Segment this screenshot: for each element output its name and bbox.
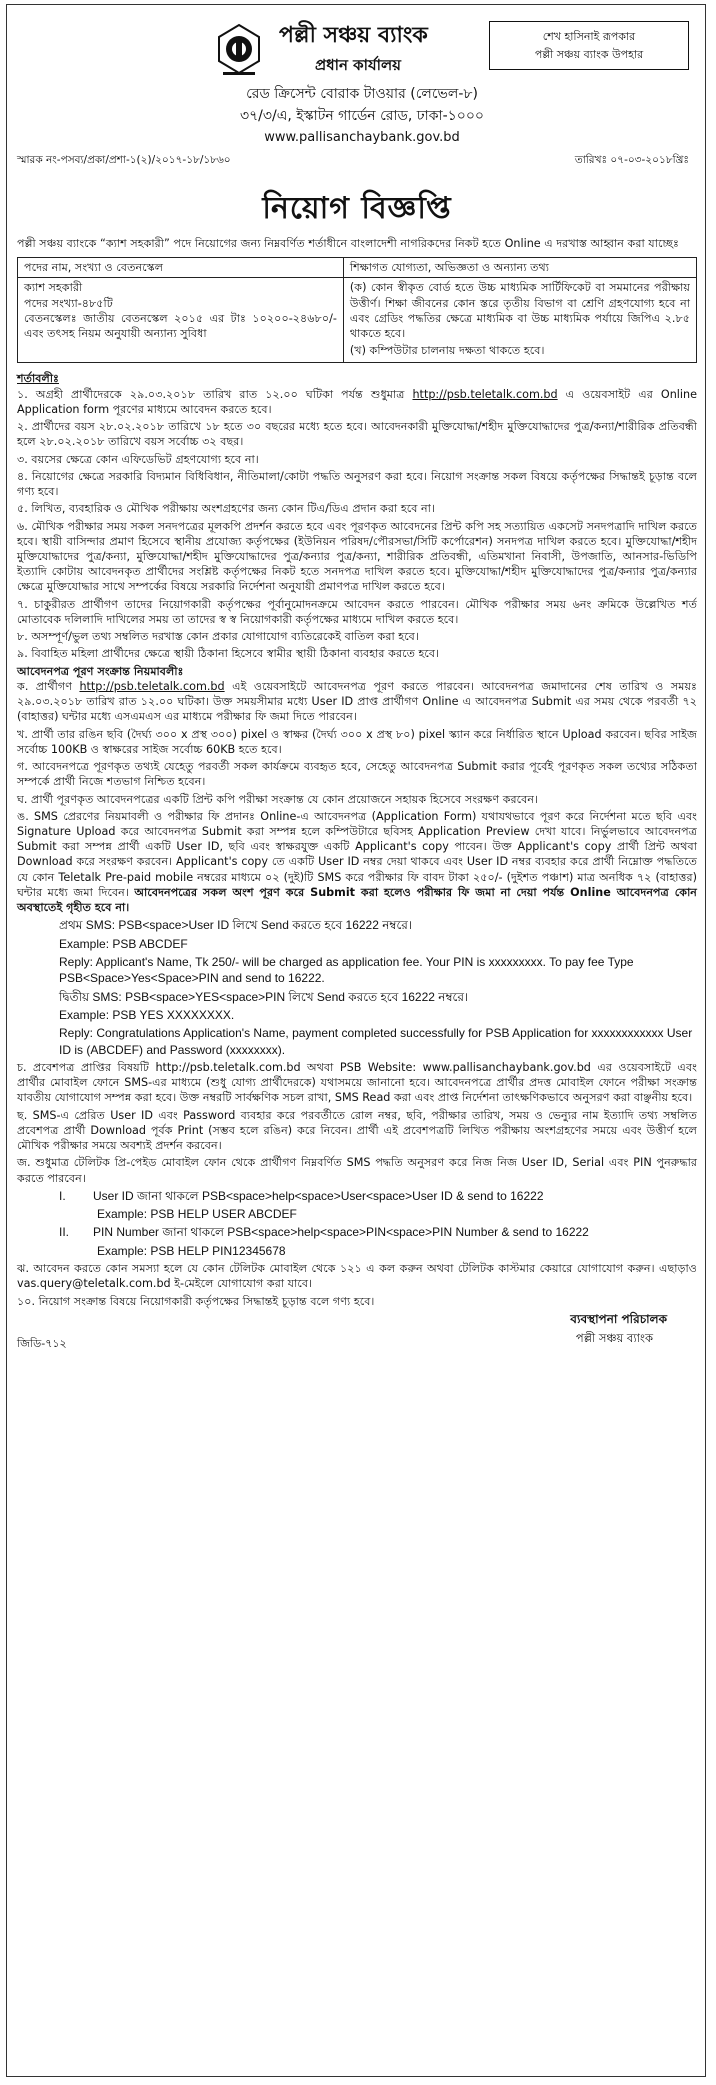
- signature-block: [17, 1311, 697, 1355]
- memo-number: স্মারক নং-পসব্য/প্রকা/প্রশা-১(২)/২০১৭-১৮/১৮৬০: [17, 154, 231, 166]
- recovery-pin-example: Example: PSB HELP PIN12345678: [97, 1243, 286, 1258]
- post-name: ক্যাশ সহকারী: [24, 281, 83, 295]
- sms-first-example: Example: PSB ABCDEF: [59, 936, 188, 951]
- fee-warning: আবেদনপত্রের সকল অংশ পূরণ করে Submit করা হলেও পরীক্ষার ফি জমা না দেয়া পর্যন্ত Online আবেদনপত্র কোন অবস্থাতেই গৃহীত হবে না।: [17, 885, 697, 915]
- intro-paragraph: পল্লী সঞ্চয় ব্যাংকে “ক্যাশ সহকারী” পদে নিয়োগের জন্য নিম্নবর্ণিত শর্তাধীনে বাংলাদেশী নাগরিকদের নিকট হতে Online এ দরখাস্ত আহ্বান করা যাচ্ছেঃ: [17, 236, 680, 250]
- col-qualification-header: শিক্ষাগত যোগ্যতা, অভিজ্ঞতা ও অন্যান্য তথ্য: [343, 258, 696, 278]
- table-header-row: [18, 258, 697, 278]
- post-count: পদের সংখ্যা-৪৮৫টি: [24, 296, 113, 310]
- signatory-bank: পল্লী সঞ্চয় ব্যাংক: [575, 1330, 653, 1345]
- table-row: [18, 278, 697, 363]
- post-cell: [18, 278, 344, 363]
- rule-ja: জ. শুধুমাত্র টেলিটক প্রি-পেইড মোবাইল ফোন থেকে প্রার্থীগণ নিম্নবর্ণিত SMS পদ্ধতি অনুসরণ করে নিজ নিজ User ID, Serial এবং PIN পুনরুদ্ধার করতে পারবেন।: [17, 1156, 697, 1185]
- sms-first-reply: Reply: Applicant's Name, Tk 250/- will be charged as application fee. Your PIN is xxxxxxxxx. To pay fee Type PSB<Space>Yes<Space>PIN and send to 16222.: [59, 955, 634, 986]
- signatory-title: ব্যবস্থাপনা পরিচালক: [570, 1311, 667, 1326]
- condition-3: ৩. বয়সের ক্ষেত্রে কোন এফিডেভিট গ্রহণযোগ্য হবে না।: [17, 452, 259, 466]
- condition-1: ১. অগ্রহী প্রার্থীদেরকে ২৯.০৩.২০১৮ তারিখ রাত ১২.০০ ঘটিকা পর্যন্ত শুধুমাত্র http://psb.teletalk.com.bd এ ওয়েবসাইট এর Online Application form পূরণের মাধ্যমে আবেদন করতে হবে।: [17, 387, 697, 416]
- qualification-cell: [343, 278, 696, 363]
- address-line-2: ৩৭/৩/এ, ইস্কাটন গার্ডেন রোড, ঢাকা-১০০০: [239, 108, 485, 124]
- condition-4: ৪. নিয়োগের ক্ষেত্রে সরকারি বিদ্যমান বিধিবিধান, নীতিমালা/কোটা পদ্ধতি অনুসরণ করা হবে। নিয়োগ সংক্রান্ত সকল বিষয়ে কর্তৃপক্ষের সিদ্ধান্তই চূড়ান্ত বলে গণ্য হবে।: [17, 469, 697, 499]
- qualification-ka: (ক) কোন স্বীকৃত বোর্ড হতে উচ্চ মাধ্যমিক সার্টিফিকেট বা সমমানের পরীক্ষায় উত্তীর্ণ। শিক্ষা জীবনের কোন স্তরে তৃতীয় বিভাগ বা শ্রেণি গ্রহণযোগ্য হবে না এবং গ্রেডিং পদ্ধতির ক্ষেত্রে মাধ্যমিক বা উচ্চ মাধ্যমিক পর্যায়ে জিপিএ ২.৮৫ থাকতে হবে।: [349, 281, 690, 340]
- post-details-table: [17, 257, 697, 363]
- sms-first: প্রথম SMS: PSB<space>User ID লিখে Send করতে হবে 16222 নম্বরে।: [59, 918, 413, 933]
- condition-9: ৯. বিবাহিত মহিলা প্রার্থীদের ক্ষেত্রে স্থায়ী ঠিকানা হিসেবে স্বামীর স্থায়ী ঠিকানা ব্যবহার করতে হবে।: [17, 647, 440, 661]
- gd-code: জিডি-৭১২: [17, 1336, 67, 1350]
- gift-line-1: শেখ হাসিনাই রূপকার: [542, 30, 636, 43]
- notice-date: তারিখঃ ০৭-০৩-২০১৮খ্রিঃ: [574, 154, 689, 166]
- gift-line-2: পল্লী সঞ্চয় ব্যাংক উপহার: [534, 47, 644, 61]
- website-text: www.pallisanchaybank.gov.bd: [264, 130, 460, 145]
- condition-10: ১০. নিয়োগ সংক্রান্ত বিষয়ে নিয়োগকারী কর্তৃপক্ষের সিদ্ধান্তই চূড়ান্ত বলে গণ্য হবে।: [17, 1294, 375, 1308]
- rules-heading: আবেদনপত্র পূরণ সংক্রান্ত নিয়মাবলীঃ: [17, 664, 184, 678]
- teletalk-link[interactable]: http://psb.teletalk.com.bd: [412, 387, 558, 401]
- recovery-user-id-example: Example: PSB HELP USER ABCDEF: [97, 1207, 297, 1222]
- rule-uma: ঙ. SMS প্রেরণের নিয়মাবলী ও পরীক্ষার ফি প্রদানঃ Online-এ আবেদনপত্র (Application Form) যথাযথভাবে পূরণ করে নির্দেশনা মতে ছবি এবং Signature Upload করে আবেদনপত্র Submit করা সম্পন্ন হলে কম্পিউটারে ছবিসহ Application Preview দেখা যাবে। নির্ভুলভাবে আবেদনপত্র Submit করা সম্পন্ন প্রার্থী একটি User ID, ছবি এবং স্বাক্ষরযুক্ত একটি Applicant's copy পাবেন। উক্ত Applicant's copy প্রার্থী প্রিন্ট অথবা Download করে সংরক্ষণ করবেন। Applicant's copy তে একটি User ID নম্বর দেয়া থাকবে এবং User ID নম্বর ব্যবহার করে প্রার্থী নিম্নোক্ত পদ্ধতিতে যে কোন Teletalk Pre-paid mobile নম্বরের মাধ্যমে ০২ (দুই)টি SMS করে পরীক্ষার ফি বাবদ টাকা ২৫০/- (দুইশত পঞ্চাশ) মাত্র অনধিক ৭২ (বাহাত্তর) ঘন্টার মধ্যে জমা দিবেন। আবেদনপত্রের সকল অংশ পূরণ করে Submit করা হলেও পরীক্ষার ফি জমা না দেয়া পর্যন্ত Online আবেদনপত্র কোন অবস্থাতেই গৃহীত হবে না।: [17, 809, 697, 915]
- notice-title: নিয়োগ বিজ্ঞপ্তি: [262, 191, 452, 226]
- notice-page: [6, 4, 706, 2077]
- gift-box: [489, 21, 689, 70]
- condition-8: ৮. অসম্পূর্ণ/ভুল তথ্য সম্বলিত দরখাস্ত কোন প্রকার যোগাযোগ ব্যতিরেকেই বাতিল করা হবে।: [17, 630, 419, 644]
- condition-2: ২. প্রার্থীদের বয়স ২৮.০২.২০১৮ তারিখে ১৮ হতে ৩০ বছরের মধ্যে হতে হবে। আবেদনকারী মুক্তিযোদ্ধা/শহীদ মুক্তিযোদ্ধাদের পুত্র/কন্যা/শারীরিক প্রতিবন্ধী হলে ২৮.০২.২০১৮ তারিখে বয়স সর্বোচ্চ ৩২ বছর।: [17, 420, 697, 449]
- col-post-header: পদের নাম, সংখ্যা ও বেতনস্কেল: [18, 258, 344, 278]
- top-edge-bar: [645, 4, 705, 5]
- teletalk-link[interactable]: http://psb.teletalk.com.bd: [79, 679, 225, 693]
- head-office-label: প্রধান কার্যালয়: [315, 56, 401, 74]
- recovery-instructions: [17, 1188, 697, 1259]
- sms-second: দ্বিতীয় SMS: PSB<space>YES<space>PIN লিখে Send করতে হবে 16222 নম্বরে।: [59, 989, 469, 1004]
- sms-second-example: Example: PSB YES XXXXXXXX.: [59, 1007, 235, 1022]
- rule-gha: ঘ. প্রার্থী পূরণকৃত আবেদনপত্রের একটি প্রিন্ট কপি পরীক্ষা সংক্রান্ত যে কোন প্রয়োজনে সহায়ক হিসেবে সংরক্ষণ করবেন।: [17, 792, 539, 806]
- bank-logo-icon: [215, 23, 263, 77]
- rule-chha: ছ. SMS-এ প্রেরিত User ID এবং Password ব্যবহার করে পরবর্তীতে রোল নম্বর, ছবি, পরীক্ষার তারিখ, সময় ও ভেন্যুর নাম ইত্যাদি তথ্য সম্বলিত প্রবেশপত্র প্রার্থী Download পূর্বক Print (সম্ভব হলে রঙিন) করে নিবেন। প্রার্থী এই প্রবেশপত্রটি লিখিত পরীক্ষায় অংশগ্রহণের সময়ে এবং উত্তীর্ণ হলে মৌখিক পরীক্ষার সময়ে অবশ্যই প্রদর্শন করবেন।: [17, 1108, 697, 1153]
- recovery-pin: II. PIN Number জানা থাকলে PSB<space>help<space>PIN<space>PIN Number & send to 16222: [59, 1225, 589, 1240]
- bank-name: পল্লী সঞ্চয় ব্যাংক: [279, 23, 428, 48]
- rule-ga: গ. আবেদনপত্রে পূরণকৃত তথ্যই যেহেতু পরবর্তী সকল কার্যক্রমে ব্যবহৃত হবে, সেহেতু আবেদনপত্র Submit করার পূর্বেই পূরণকৃত সকল তথ্যের সঠিকতা সম্পর্কে প্রার্থী নিজে শতভাগ নিশ্চিত হবেন।: [17, 760, 697, 789]
- condition-7: ৭. চাকুরীরত প্রার্থীগণ তাদের নিয়োগকারী কর্তৃপক্ষের পূর্বানুমোদনক্রমে আবেদন করতে পারবেন। মৌখিক পরীক্ষার সময় ৬নং ক্রমিকে উল্লেখিত শর্ত মোতাবেক দলিলাদি দাখিলের সময় তা তাদের স্ব স্ব নিয়োগকারী কর্তৃপক্ষের মাধ্যমে দাখিল করতে হবে।: [17, 597, 697, 626]
- recovery-user-id: I. User ID জানা থাকলে PSB<space>help<space>User<space>User ID & send to 16222: [59, 1188, 544, 1203]
- address-line-1: রেড ক্রিসেন্ট বোরাক টাওয়ার (লেভেল-৮): [246, 86, 478, 102]
- sms-instructions: [17, 917, 697, 1058]
- conditions-heading: শর্তাবলীঃ: [17, 372, 59, 386]
- letterhead: [17, 17, 697, 185]
- rule-ka: ক. প্রার্থীগণ http://psb.teletalk.com.bd এই ওয়েবসাইটে আবেদনপত্র পূরণ করতে পারবেন। আবেদনপত্র জমাদানের শেষ তারিখ ও সময়ঃ ২৯.০৩.২০১৮ তারিখ রাত ১২.০০ ঘটিকা। উক্ত সময়সীমার মধ্যে User ID প্রাপ্ত প্রার্থীগণ Online এ আবেদনপত্র Submit এর সময় থেকে পরবর্তী ৭২ (বাহাত্তর) ঘন্টার মধ্যে এসএমএস এর মাধ্যমে পরীক্ষার ফি জমা দিতে পারবেন।: [17, 679, 697, 724]
- sms-second-reply: Reply: Congratulations Application's Name, payment completed successfully for PSB Application for xxxxxxxxxxxx User ID is (ABCDEF) and Password (xxxxxxxx).: [59, 1026, 693, 1057]
- rule-jha: ঝ. আবেদন করতে কোন সমস্যা হলে যে কোন টেলিটক মোবাইল থেকে ১২১ এ কল করুন অথবা টেলিটক কাস্টমার কেয়ারে যোগাযোগ করুন। এছাড়াও vas.query@teletalk.com.bd ই-মেইলে যোগাযোগ করা যাবে।: [17, 1262, 697, 1291]
- qualification-kha: (খ) কম্পিউটার চালনায় দক্ষতা থাকতে হবে।: [349, 344, 545, 358]
- condition-5: ৫. লিখিত, ব্যবহারিক ও মৌখিক পরীক্ষায় অংশগ্রহণের জন্য কোন টিএ/ডিএ প্রদান করা হবে না।: [17, 502, 435, 516]
- rule-cha: চ. প্রবেশপত্র প্রাপ্তির বিষয়টি http://psb.teletalk.com.bd অথবা PSB Website: www.pallisanchaybank.gov.bd এর ওয়েবসাইটে এবং প্রার্থীর মোবাইল ফোনে SMS-এর মাধ্যমে (শুধু যোগ্য প্রার্থীদেরকে) যথাসময়ে জানানো হবে। আবেদনপত্রে প্রার্থীর প্রদত্ত মোবাইল ফোনে পরীক্ষা সংক্রান্ত যাবতীয় যোগাযোগ সম্পন্ন করা হবে। উক্ত নম্বরটি সার্বক্ষণিক সচল রাখা, SMS Read করা এবং প্রাপ্ত নির্দেশনা তাৎক্ষণিকভাবে অনুসরণ করা বাঞ্ছনীয় হবে।: [17, 1060, 697, 1105]
- pay-scale: বেতনস্কেলঃ জাতীয় বেতনস্কেল ২০১৫ এর টাঃ ১০২০০-২৪৬৮০/- এবং তৎসহ নিয়ম অনুযায়ী অন্যান্য সুবিধা: [24, 311, 337, 340]
- condition-6: ৬. মৌখিক পরীক্ষার সময় সকল সনদপত্রের মূলকপি প্রদর্শন করতে হবে এবং পূরণকৃত আবেদনের প্রিন্ট কপি সহ সত্যায়িত একসেট সনদপত্রাদি দাখিল করতে হবে। স্থায়ী বাসিন্দার প্রমাণ হিসেবে স্থানীয় প্রযোজ্য কর্তৃপক্ষের (ইউনিয়ন পরিষদ/পৌরসভা/সিটি কর্পোরেশন) সনদপত্র দাখিল করতে হবে। মুক্তিযোদ্ধা/শহীদ মুক্তিযোদ্ধাদের পুত্র/কন্যা, মুক্তিযোদ্ধা/শহীদ মুক্তিযোদ্ধাদের পুত্র/কন্যার পুত্র/কন্যা, শারীরিক প্রতিবন্ধী, এতিমখানা নিবাসী, উপজাতি, আনসার-ভিডিপি ইত্যাদি কোটায় আবেদনকৃত প্রার্থীদের সংশ্লিষ্ট কর্তৃপক্ষের নিকট হতে সনদপত্র দাখিল করতে হবে। মুক্তিযোদ্ধা/শহীদ মুক্তিযোদ্ধাদের পুত্র/কন্যার পুত্র/কন্যার ক্ষেত্রে মুক্তিযোদ্ধার সাথে সম্পর্কের বিষয়ে সরকারি নির্দেশনা অনুযায়ী প্রমাণপত্র দাখিল করতে হবে।: [17, 519, 697, 594]
- rule-kha: খ. প্রার্থী তার রঙিন ছবি (দৈর্ঘ্য ৩০০ x প্রস্থ ৩০০) pixel ও স্বাক্ষর (দৈর্ঘ্য ৩০০ x প্রস্থ ৮০) pixel স্ক্যান করে নির্ধারিত স্থানে Upload করবেন। ছবির সাইজ সর্বোচ্চ 100KB ও স্বাক্ষরের সাইজ সর্বোচ্চ 60KB হতে হবে।: [17, 727, 697, 756]
